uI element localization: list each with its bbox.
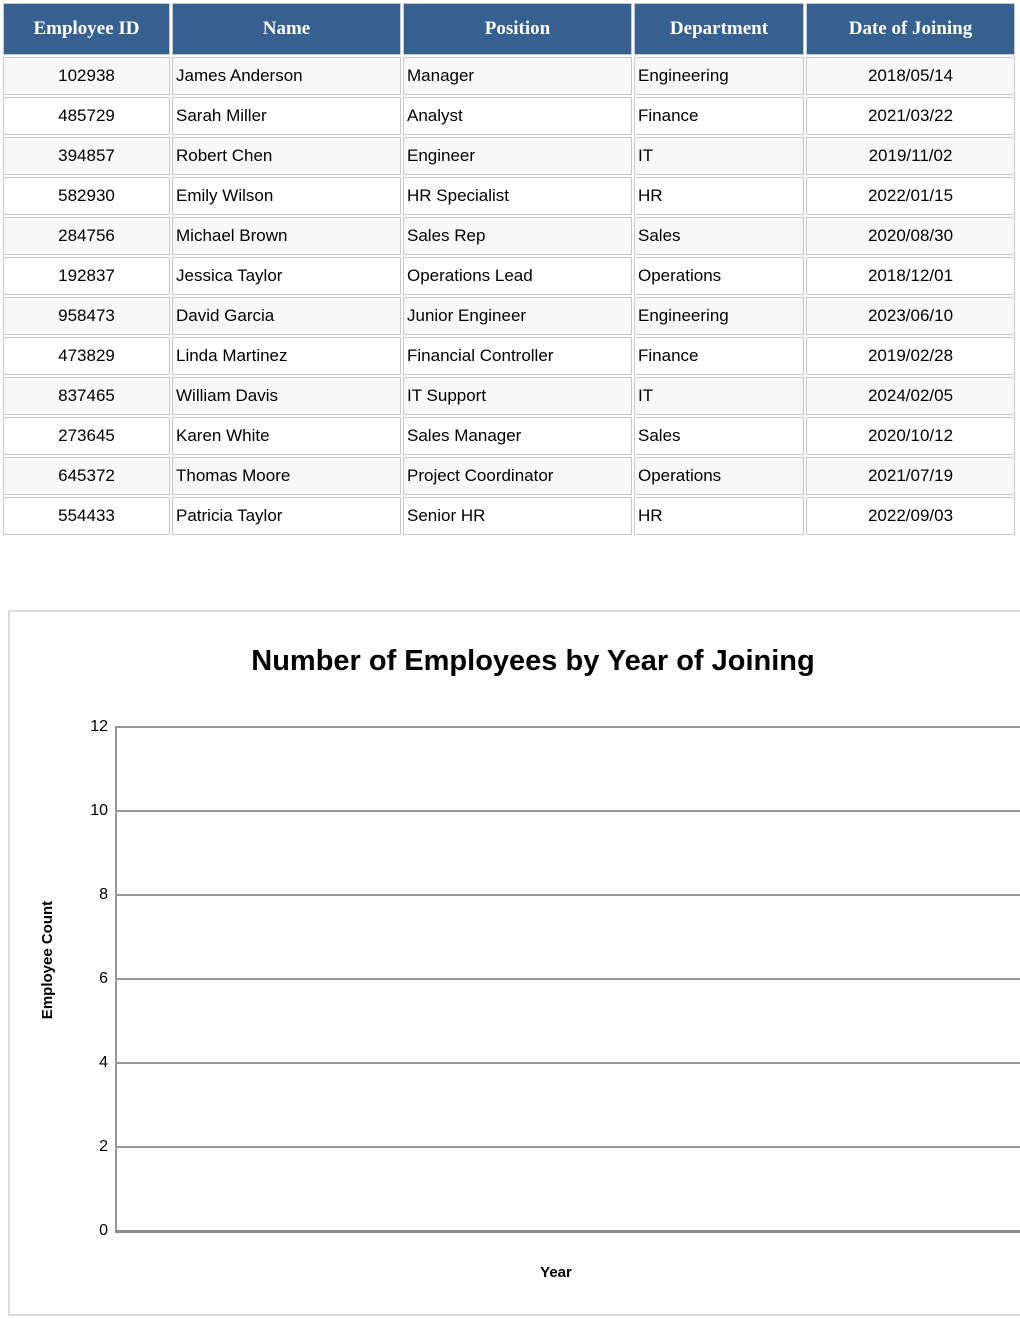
table-cell: IT Support bbox=[403, 377, 632, 415]
chart-card bbox=[8, 610, 1020, 1316]
x-axis-label: Year bbox=[540, 1264, 572, 1281]
table-row bbox=[3, 337, 1015, 375]
column-header: Name bbox=[172, 3, 401, 55]
table-cell: 2024/02/05 bbox=[806, 377, 1015, 415]
table-cell: Manager bbox=[403, 57, 632, 95]
table-row bbox=[3, 297, 1015, 335]
table-cell: 473829 bbox=[3, 337, 170, 375]
y-tick-label: 0 bbox=[99, 1222, 108, 1239]
column-header: Position bbox=[403, 3, 632, 55]
table-cell: HR bbox=[634, 497, 804, 535]
y-tick-label: 2 bbox=[99, 1138, 108, 1155]
table-cell: Thomas Moore bbox=[172, 457, 401, 495]
table-cell: 554433 bbox=[3, 497, 170, 535]
y-tick-label: 6 bbox=[99, 970, 108, 987]
table-cell: 2021/03/22 bbox=[806, 97, 1015, 135]
table-cell: Jessica Taylor bbox=[172, 257, 401, 295]
table-cell: 2021/07/19 bbox=[806, 457, 1015, 495]
table-header-row bbox=[3, 3, 1015, 55]
table-cell: Operations bbox=[634, 457, 804, 495]
table-cell: 2022/01/15 bbox=[806, 177, 1015, 215]
table-cell: 102938 bbox=[3, 57, 170, 95]
table-row bbox=[3, 377, 1015, 415]
gridline bbox=[115, 810, 1020, 812]
table-cell: HR bbox=[634, 177, 804, 215]
employee-table bbox=[1, 1, 1017, 537]
table-row bbox=[3, 177, 1015, 215]
table-cell: 284756 bbox=[3, 217, 170, 255]
table-cell: 485729 bbox=[3, 97, 170, 135]
y-axis-label: Employee Count bbox=[39, 900, 56, 1020]
table-cell: 2020/08/30 bbox=[806, 217, 1015, 255]
table-row bbox=[3, 417, 1015, 455]
gridline bbox=[115, 1146, 1020, 1148]
table-cell: 192837 bbox=[3, 257, 170, 295]
table-cell: 2018/05/14 bbox=[806, 57, 1015, 95]
table-cell: 2018/12/01 bbox=[806, 257, 1015, 295]
table-cell: Financial Controller bbox=[403, 337, 632, 375]
table-cell: Patricia Taylor bbox=[172, 497, 401, 535]
chart-title: Number of Employees by Year of Joining bbox=[251, 645, 815, 677]
table-cell: IT bbox=[634, 377, 804, 415]
gridline bbox=[115, 894, 1020, 896]
table-cell: Finance bbox=[634, 97, 804, 135]
table-cell: Robert Chen bbox=[172, 137, 401, 175]
table-cell: Karen White bbox=[172, 417, 401, 455]
gridline bbox=[115, 1230, 1020, 1233]
table-cell: 2019/02/28 bbox=[806, 337, 1015, 375]
table-cell: Engineering bbox=[634, 57, 804, 95]
plot-area bbox=[115, 727, 1020, 1231]
table-cell: 582930 bbox=[3, 177, 170, 215]
table-cell: 273645 bbox=[3, 417, 170, 455]
column-header: Employee ID bbox=[3, 3, 170, 55]
table-cell: Emily Wilson bbox=[172, 177, 401, 215]
gridline bbox=[115, 978, 1020, 980]
table-cell: IT bbox=[634, 137, 804, 175]
table-cell: Sarah Miller bbox=[172, 97, 401, 135]
table-cell: Finance bbox=[634, 337, 804, 375]
table-row bbox=[3, 97, 1015, 135]
table-cell: 394857 bbox=[3, 137, 170, 175]
table-cell: Sales bbox=[634, 417, 804, 455]
table-row bbox=[3, 137, 1015, 175]
table-cell: Project Coordinator bbox=[403, 457, 632, 495]
gridline bbox=[115, 726, 1020, 728]
gridline bbox=[115, 1062, 1020, 1064]
table-cell: 2019/11/02 bbox=[806, 137, 1015, 175]
column-header: Department bbox=[634, 3, 804, 55]
table-cell: Analyst bbox=[403, 97, 632, 135]
table-cell: Operations bbox=[634, 257, 804, 295]
column-header: Date of Joining bbox=[806, 3, 1015, 55]
y-tick-label: 10 bbox=[90, 802, 108, 819]
table-cell: 958473 bbox=[3, 297, 170, 335]
table-row bbox=[3, 497, 1015, 535]
table-row bbox=[3, 57, 1015, 95]
table-cell: James Anderson bbox=[172, 57, 401, 95]
table-cell: Sales bbox=[634, 217, 804, 255]
table-cell: 645372 bbox=[3, 457, 170, 495]
table-row bbox=[3, 457, 1015, 495]
table-cell: HR Specialist bbox=[403, 177, 632, 215]
table-cell: Senior HR bbox=[403, 497, 632, 535]
table-cell: Sales Rep bbox=[403, 217, 632, 255]
table-cell: William Davis bbox=[172, 377, 401, 415]
table-cell: 837465 bbox=[3, 377, 170, 415]
table-cell: Junior Engineer bbox=[403, 297, 632, 335]
table-cell: Operations Lead bbox=[403, 257, 632, 295]
table-cell: Engineering bbox=[634, 297, 804, 335]
table-cell: Engineer bbox=[403, 137, 632, 175]
y-tick-label: 4 bbox=[99, 1054, 108, 1071]
table-cell: 2020/10/12 bbox=[806, 417, 1015, 455]
table-cell: Sales Manager bbox=[403, 417, 632, 455]
table-cell: 2023/06/10 bbox=[806, 297, 1015, 335]
y-tick-label: 12 bbox=[90, 718, 108, 735]
table-cell: Michael Brown bbox=[172, 217, 401, 255]
table-cell: 2022/09/03 bbox=[806, 497, 1015, 535]
table-row bbox=[3, 217, 1015, 255]
table-row bbox=[3, 257, 1015, 295]
y-tick-label: 8 bbox=[99, 886, 108, 903]
table-cell: David Garcia bbox=[172, 297, 401, 335]
table-cell: Linda Martinez bbox=[172, 337, 401, 375]
